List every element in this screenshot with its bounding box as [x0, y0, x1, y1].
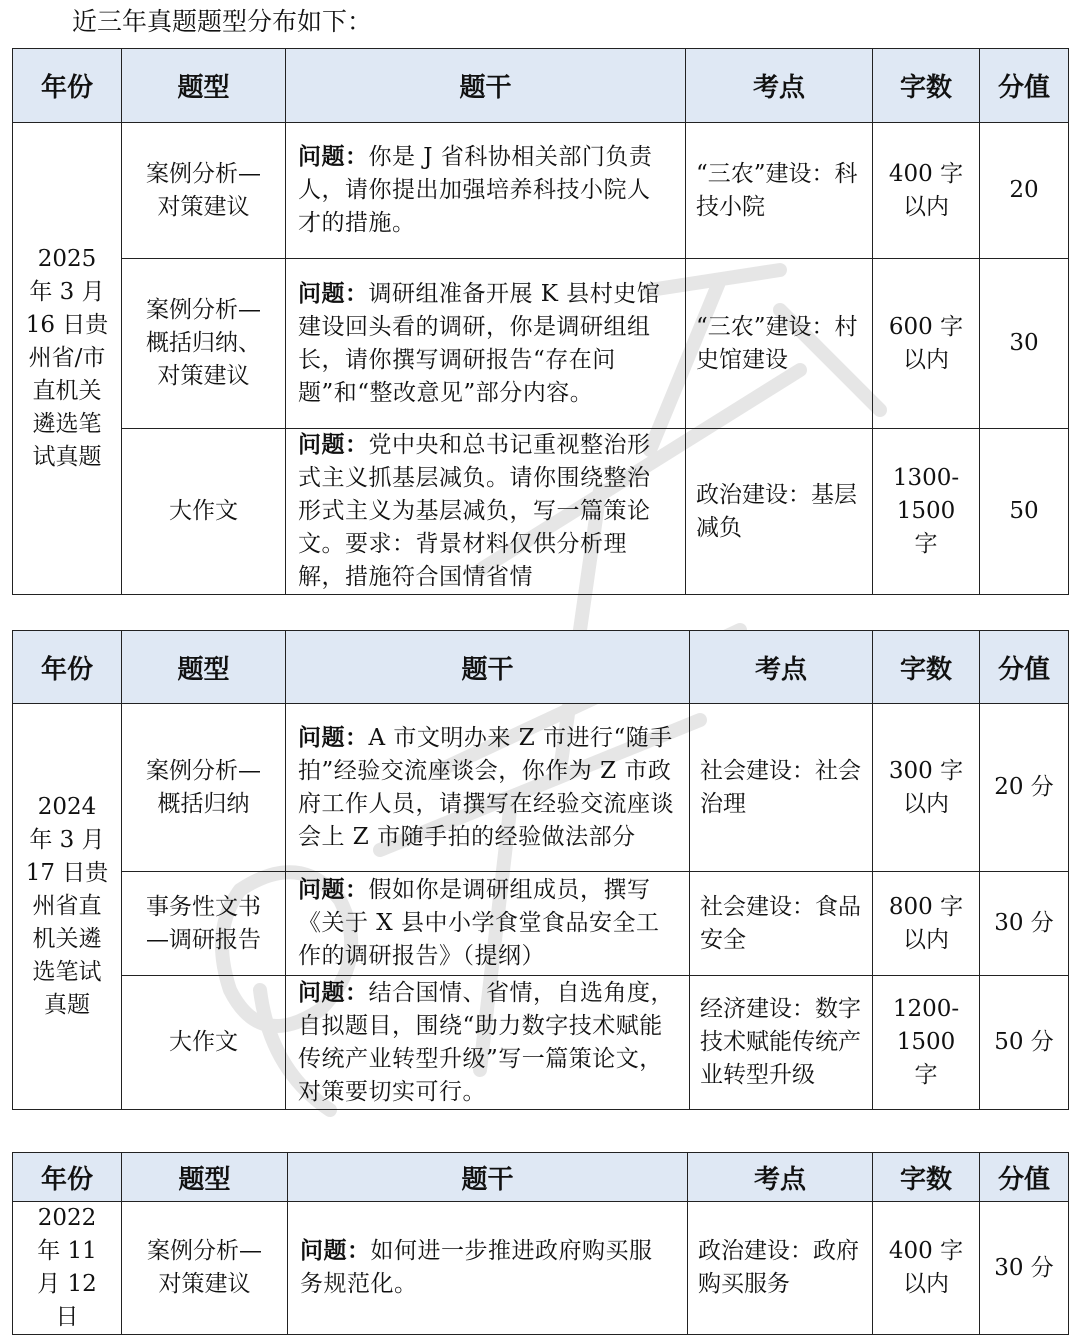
- type-cell: 大作文: [122, 429, 286, 595]
- point-cell: “三农”建设：科技小院: [686, 123, 873, 259]
- year-cell: 2025 年 3 月 16 日贵州省/市直机关遴选笔试真题: [13, 123, 122, 595]
- point-cell: 政治建设：政府购买服务: [688, 1202, 873, 1335]
- score-cell: 20: [980, 123, 1069, 259]
- header-type: 题型: [122, 49, 286, 123]
- question-prefix: 问题：: [298, 979, 369, 1006]
- score-cell: 20 分: [980, 704, 1069, 872]
- words-cell: 600 字以内: [873, 259, 980, 429]
- header-type: 题型: [122, 1153, 288, 1202]
- question-prefix: 问题：: [300, 1238, 371, 1264]
- table-2022: [12, 1152, 1069, 1335]
- type-cell: 案例分析—对策建议: [122, 1202, 288, 1335]
- header-words: 字数: [873, 1153, 980, 1202]
- question-prefix: 问题：: [298, 144, 369, 170]
- type-cell: 大作文: [122, 976, 286, 1110]
- table-header-row: [13, 631, 1069, 704]
- header-year: 年份: [13, 631, 122, 704]
- header-year: 年份: [13, 49, 122, 123]
- question-prefix: 问题：: [298, 280, 369, 307]
- header-question: 题干: [286, 49, 686, 123]
- question-text: 如何进一步推进政府购买服务规范化。: [300, 1238, 653, 1297]
- header-point: 考点: [688, 1153, 873, 1202]
- score-cell: 30 分: [980, 1202, 1069, 1335]
- header-question: 题干: [288, 1153, 688, 1202]
- header-score: 分值: [980, 1153, 1069, 1202]
- score-cell: 50 分: [980, 976, 1069, 1110]
- question-text: A 市文明办来 Z 市进行“随手拍”经验交流座谈会，你作为 Z 市政府工作人员，请撰写在经验交流座谈会上 Z 市随手拍的经验做法部分: [298, 724, 674, 850]
- year-cell: 2022 年 11 月 12 日: [13, 1202, 122, 1335]
- words-cell: 400 字以内: [873, 1202, 980, 1335]
- point-cell: 政治建设：基层减负: [686, 429, 873, 595]
- question-text: 假如你是调研组成员，撰写《关于 X 县中小学食堂食品安全工作的调研报告》（提纲）: [298, 877, 660, 969]
- question-cell: [286, 429, 686, 595]
- header-point: 考点: [686, 49, 873, 123]
- question-text: 党中央和总书记重视整治形式主义抓基层减负。请你围绕整治形式主义为基层减负，写一篇策论文。要求：背景材料仅供分析理解，措施符合国情省情: [298, 432, 651, 590]
- table-row: [13, 259, 1069, 429]
- point-cell: 社会建设：食品安全: [690, 872, 873, 976]
- score-cell: 50: [980, 429, 1069, 595]
- header-question: 题干: [286, 631, 690, 704]
- year-cell: 2024 年 3 月 17 日贵州省直机关遴选笔试真题: [13, 704, 122, 1110]
- header-point: 考点: [690, 631, 873, 704]
- question-cell: [288, 1202, 688, 1335]
- table-2025: [12, 48, 1069, 595]
- question-cell: [286, 123, 686, 259]
- header-words: 字数: [873, 49, 980, 123]
- words-cell: 800 字以内: [873, 872, 980, 976]
- score-cell: 30: [980, 259, 1069, 429]
- question-text: 调研组准备开展 K 县村史馆建设回头看的调研，你是调研组组长，请你撰写调研报告“存在问题”和“整改意见”部分内容。: [298, 280, 661, 406]
- words-cell: 400 字以内: [873, 123, 980, 259]
- type-cell: 案例分析—概括归纳: [122, 704, 286, 872]
- intro-text: 近三年真题题型分布如下：: [72, 7, 373, 36]
- type-cell: 案例分析—对策建议: [122, 123, 286, 259]
- question-prefix: 问题：: [298, 724, 369, 751]
- words-cell: 1200-1500 字: [873, 976, 980, 1110]
- question-cell: [286, 704, 690, 872]
- table-row: [13, 704, 1069, 872]
- header-year: 年份: [13, 1153, 122, 1202]
- type-cell: 案例分析—概括归纳、对策建议: [122, 259, 286, 429]
- question-cell: [286, 976, 690, 1110]
- header-type: 题型: [122, 631, 286, 704]
- score-cell: 30 分: [980, 872, 1069, 976]
- question-prefix: 问题：: [298, 877, 369, 903]
- point-cell: “三农”建设：村史馆建设: [686, 259, 873, 429]
- table-2024: [12, 630, 1069, 1110]
- question-cell: [286, 872, 690, 976]
- header-words: 字数: [873, 631, 980, 704]
- table-row: [13, 976, 1069, 1110]
- words-cell: 1300-1500 字: [873, 429, 980, 595]
- table-row: [13, 429, 1069, 595]
- table-header-row: [13, 1153, 1069, 1202]
- table-row: [13, 123, 1069, 259]
- table-row: [13, 872, 1069, 976]
- point-cell: 经济建设：数字技术赋能传统产业转型升级: [690, 976, 873, 1110]
- question-prefix: 问题：: [298, 432, 369, 458]
- question-text: 结合国情、省情，自选角度，自拟题目，围绕“助力数字技术赋能传统产业转型升级”写一篇策论文，对策要切实可行。: [298, 979, 674, 1105]
- table-header-row: [13, 49, 1069, 123]
- header-score: 分值: [980, 49, 1069, 123]
- question-cell: [286, 259, 686, 429]
- point-cell: 社会建设：社会治理: [690, 704, 873, 872]
- header-score: 分值: [980, 631, 1069, 704]
- type-cell: 事务性文书—调研报告: [122, 872, 286, 976]
- question-text: 你是 J 省科协相关部门负责人，请你提出加强培养科技小院人才的措施。: [298, 144, 653, 236]
- table-row: [13, 1202, 1069, 1335]
- words-cell: 300 字以内: [873, 704, 980, 872]
